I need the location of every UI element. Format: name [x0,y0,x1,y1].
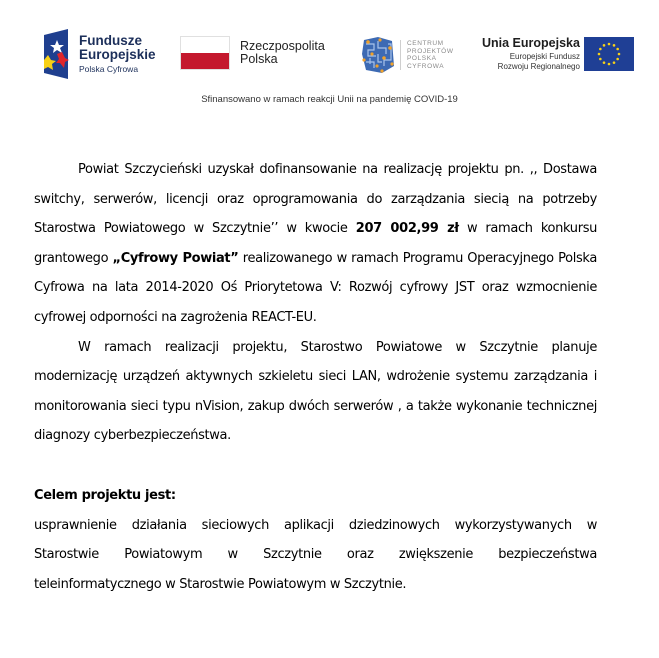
goal-title: Celem projektu jest: [34,487,176,503]
eu-star-icon [603,44,606,47]
logo-band [0,0,659,110]
unia-europejska-logo [482,37,580,71]
eu-flag-icon [584,37,634,71]
funding-amount: 207 002,99 zł [355,221,459,237]
eu-star-icon [608,43,611,46]
eu-star-icon [616,48,619,51]
p1-text-2: w ramach konkursu grantowego [34,221,598,266]
covid-funding-note: Sfinansowano w ramach reakcji Unii na pandemię COVID-19 [201,94,458,105]
fundusze-line3: Polska Cyfrowa [79,64,139,75]
fundusze-line1: Fundusze [79,33,142,49]
p1-text-3: realizowanego w ramach Programu Operacyjnego Polska Cyfrowa na lata 2014-2020 Oś Priorytetowa V: Rozwój cyfrowy JST oraz wzmocnienie cyfrowej odporności na zagrożenia REACT-EU. [34,250,597,325]
rp-line2: Polska [240,52,278,66]
polish-flag-icon [180,36,230,70]
rzeczpospolita-polska-logo [180,36,325,70]
eu-star-icon [608,63,611,66]
ue-line1: Unia Europejska [482,36,580,50]
eu-star-icon [618,53,621,56]
cppc-line1: CENTRUM [407,40,444,47]
ue-line2: Europejski Fundusz [509,51,580,61]
eu-star-icon [616,58,619,61]
goal-heading [34,481,597,511]
paragraph-project-funding [34,155,597,333]
cppc-logo [360,36,454,74]
fundusze-europejskie-logo [42,29,156,79]
fundusze-line2: Europejskie [79,47,156,63]
goal-text: usprawnienie działania sieciowych aplikacji dziedzinowych wykorzystywanych w Starostwie Powiatowym w Szczytnie oraz zwiększenie bezpieczeństwa teleinformatycznego w Starostwie Powiatowym w Szczytnie. [34,517,597,592]
document-body [34,155,597,599]
rp-line1: Rzeczpospolita [240,39,325,53]
eu-star-icon [613,44,616,47]
p1-text-1: Powiat Szczycieński uzyskał dofinansowanie na realizację projektu pn. ,, Dostawa switchy, serwerów, licencji oraz oprogramowania do zarządzania siecią na potrzeby Starostwa Powiatowego w Szczytnie’’ w kwocie [34,162,597,237]
cppc-line4: CYFROWA [407,62,445,70]
ue-line3: Rozwoju Regionalnego [497,61,580,71]
contest-name: „Cyfrowy Powiat” [112,250,239,266]
cppc-line3: POLSKA [407,55,437,62]
fundusze-europejskie-icon [42,29,70,79]
circuit-map-icon [360,36,396,74]
eu-star-icon [603,61,606,64]
eu-star-icon [599,48,602,51]
eu-star-icon [598,53,601,56]
eu-star-icon [613,61,616,64]
cppc-line2: PROJEKTÓW [407,47,454,55]
eu-star-icon [599,58,602,61]
paragraph-project-scope: W ramach realizacji projektu, Starostwo Powiatowe w Szczytnie planuje modernizację urządzeń aktywnych szkieletu sieci LAN, wdrożenie systemu zarządzania i monitorowania sieci typu nVision, zakup dwóch serwerów , a także wykonanie technicznej diagnozy cyberbezpieczeństwa. [34,339,597,444]
cppc-divider [400,40,401,70]
